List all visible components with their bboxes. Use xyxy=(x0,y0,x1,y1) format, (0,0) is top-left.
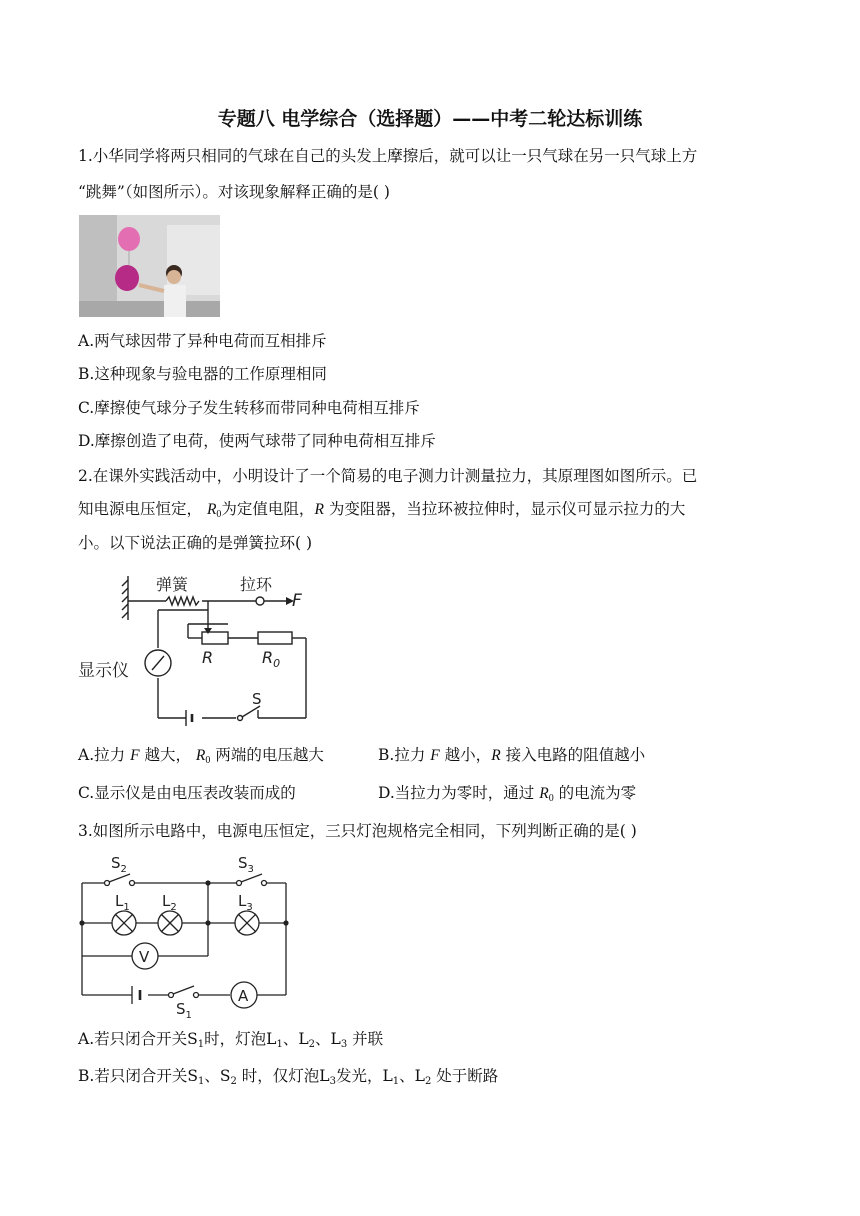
q2-option-b: B.拉力 F 越小，R 接入电路的阻值越小 xyxy=(378,746,646,764)
q2-stem-text-b: 为定值电阻， xyxy=(221,500,315,518)
q2-label-r0: $R_0$ xyxy=(262,648,281,670)
q2-label-r: R xyxy=(202,648,214,667)
page-title: 专题八 电学综合（选择题）——中考二轮达标训练 xyxy=(217,108,643,130)
q1-stem-line2: “跳舞”（如图所示）。对该现象解释正确的是( ) xyxy=(78,183,390,201)
q3-stem-line1: 3.如图所示电路中，电源电压恒定，三只灯泡规格完全相同，下列判断正确的是( ) xyxy=(78,822,637,840)
q2-label-display: 显示仪 xyxy=(78,661,129,681)
q1-option-a: A.两气球因带了异种电荷而互相排斥 xyxy=(78,332,327,350)
q2-stem-line1: 2.在课外实践活动中，小明设计了一个简易的电子测力计测量拉力，其原理图如图所示。已 xyxy=(78,467,698,485)
q3-option-a: A.若只闭合开关$S_1$时，灯泡$L_1$、$L_2$、$L_3$ 并联 xyxy=(78,1030,384,1050)
q1-option-d: D.摩擦创造了电荷，使两气球带了同种电荷相互排斥 xyxy=(78,432,436,450)
q3-label-l1: $L_1$ xyxy=(115,892,130,913)
q2-option-c: C.显示仪是由电压表改装而成的 xyxy=(78,784,296,802)
q2-stem-r: R xyxy=(314,501,324,518)
q2-stem-r0: $R_0$ xyxy=(206,501,222,520)
q2-label-spring: 弹簧 xyxy=(156,575,189,594)
q1-option-b: B.这种现象与验电器的工作原理相同 xyxy=(78,365,327,383)
q1-stem-line1: 1.小华同学将两只相同的气球在自己的头发上摩擦后，就可以让一只气球在另一只气球上方 xyxy=(78,147,698,165)
q2-label-force: F xyxy=(292,591,302,611)
q2-stem-line2 xyxy=(78,499,685,525)
q2-option-d: D.当拉力为零时，通过 $R_0$ 的电流为零 xyxy=(378,784,637,804)
q3-ammeter-label: A xyxy=(238,987,249,1005)
q3-label-l2: $L_2$ xyxy=(162,892,177,913)
q3-label-s2: $S_2$ xyxy=(111,854,127,875)
q3-label-l3: $L_3$ xyxy=(238,892,253,913)
q2-stem-line3: 小。以下说法正确的是弹簧拉环( ) xyxy=(78,534,313,552)
q2-circuit-diagram xyxy=(78,568,318,728)
q3-label-s1: $S_1$ xyxy=(176,1000,192,1018)
q2-stem-text-c: 为变阻器，当拉环被拉伸时，显示仪可显示拉力的大 xyxy=(328,500,686,518)
q3-label-s3: $S_3$ xyxy=(238,854,254,875)
q2-label-switch: S xyxy=(252,690,262,708)
q3-option-b: B.若只闭合开关$S_1$、$S_2$ 时，仅灯泡$L_3$发光，$L_1$、$L_2$ 处于断路 xyxy=(78,1067,499,1087)
q2-label-ring: 拉环 xyxy=(240,575,273,594)
q1-balloon-photo xyxy=(79,215,220,317)
q3-voltmeter-label: V xyxy=(139,948,150,966)
q3-circuit-diagram xyxy=(78,848,298,1018)
q2-option-a: A.拉力 F 越大， $R_0$ 两端的电压越大 xyxy=(78,746,324,766)
q1-option-c: C.摩擦使气球分子发生转移而带同种电荷相互排斥 xyxy=(78,399,420,417)
q2-stem-text-a: 知电源电压恒定， xyxy=(78,500,203,518)
